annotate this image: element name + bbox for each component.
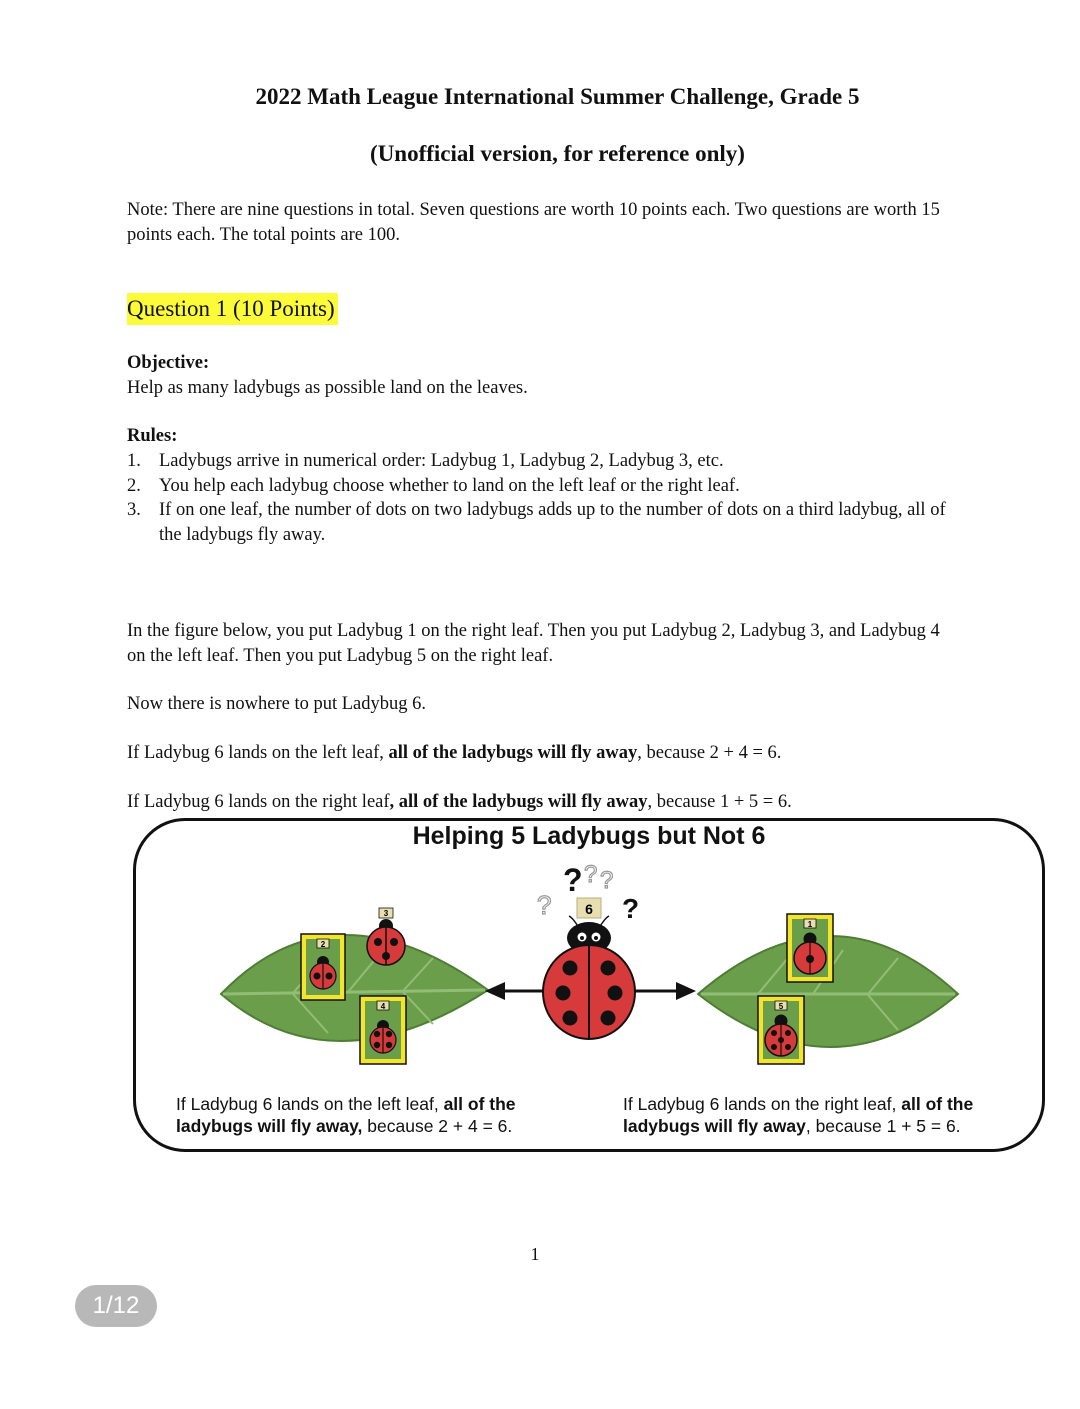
page-number: 1: [530, 1244, 540, 1264]
ladybug-5: [758, 996, 804, 1064]
question-mark-icon: ?: [622, 893, 640, 924]
right-leaf-explanation: If Ladybug 6 lands on the right leaf, all of the ladybugs will fly away, because 1 + 5 = 6.: [127, 792, 792, 812]
question-heading: Question 1 (10 Points): [127, 296, 338, 322]
ladybug-5-label: 5: [778, 1002, 784, 1011]
ladybug-1: [787, 914, 833, 982]
nowhere-text: Now there is nowhere to put Ladybug 6.: [127, 694, 427, 714]
figure-intro: In the figure below, you put Ladybug 1 on the right leaf. Then you put Ladybug 2, Ladybug 3, and Ladybug 4 on the left leaf. Then you put Ladybug 5 on the right leaf.: [127, 621, 940, 666]
question-mark-icon: ?: [537, 890, 552, 920]
rules-label: Rules:: [127, 426, 178, 446]
rules-list: [127, 449, 957, 547]
page-subtitle: (Unofficial version, for reference only): [370, 141, 745, 166]
ladybug-6-label: 6: [585, 901, 593, 917]
arrow-left: [485, 982, 543, 1000]
objective-label: Objective:: [127, 353, 210, 373]
ladybug-2: [301, 934, 345, 1000]
left-figure-caption: If Ladybug 6 lands on the left leaf, all of the ladybugs will fly away, because 2 + 4 = 6.: [176, 1094, 516, 1136]
rule-item: 2. You help each ladybug choose whether to land on the left leaf or the right leaf.: [127, 475, 740, 496]
page-title: 2022 Math League International Summer Challenge, Grade 5: [255, 84, 860, 109]
ladybug-6: [537, 861, 639, 1039]
right-figure-caption: If Ladybug 6 lands on the right leaf, all of the ladybugs will fly away, because 1 + 5 = 6.: [623, 1094, 974, 1136]
ladybug-4: [360, 996, 406, 1064]
note-paragraph: Note: There are nine questions in total. Seven questions are worth 10 points each. Two questions are worth 15 points each. The total points are 100.: [127, 200, 940, 245]
ladybug-4-label: 4: [380, 1002, 386, 1011]
rule-item: 1. Ladybugs arrive in numerical order: Ladybug 1, Ladybug 2, Ladybug 3, etc.: [127, 451, 724, 471]
ladybug-3: [367, 908, 405, 965]
ladybug-1-label: 1: [807, 920, 813, 929]
rule-item: 3. If on one leaf, the number of dots on two ladybugs adds up to the number of dots on a third ladybug, all of the ladybugs fly away.: [127, 500, 946, 545]
question-mark-icon: ?: [584, 861, 598, 888]
arrow-right: [635, 982, 696, 1000]
question-mark-icon: ?: [600, 867, 614, 894]
ladybug-3-label: 3: [383, 909, 389, 918]
figure-title: Helping 5 Ladybugs but Not 6: [412, 822, 766, 850]
page-indicator[interactable]: 1/12: [75, 1285, 157, 1327]
left-leaf-explanation: If Ladybug 6 lands on the left leaf, all of the ladybugs will fly away, because 2 + 4 = 6.: [127, 743, 782, 763]
question-mark-icon: ?: [563, 862, 583, 898]
left-leaf: [221, 935, 488, 1041]
ladybug-2-label: 2: [320, 940, 326, 949]
objective-text: Help as many ladybugs as possible land on the leaves.: [127, 378, 528, 398]
